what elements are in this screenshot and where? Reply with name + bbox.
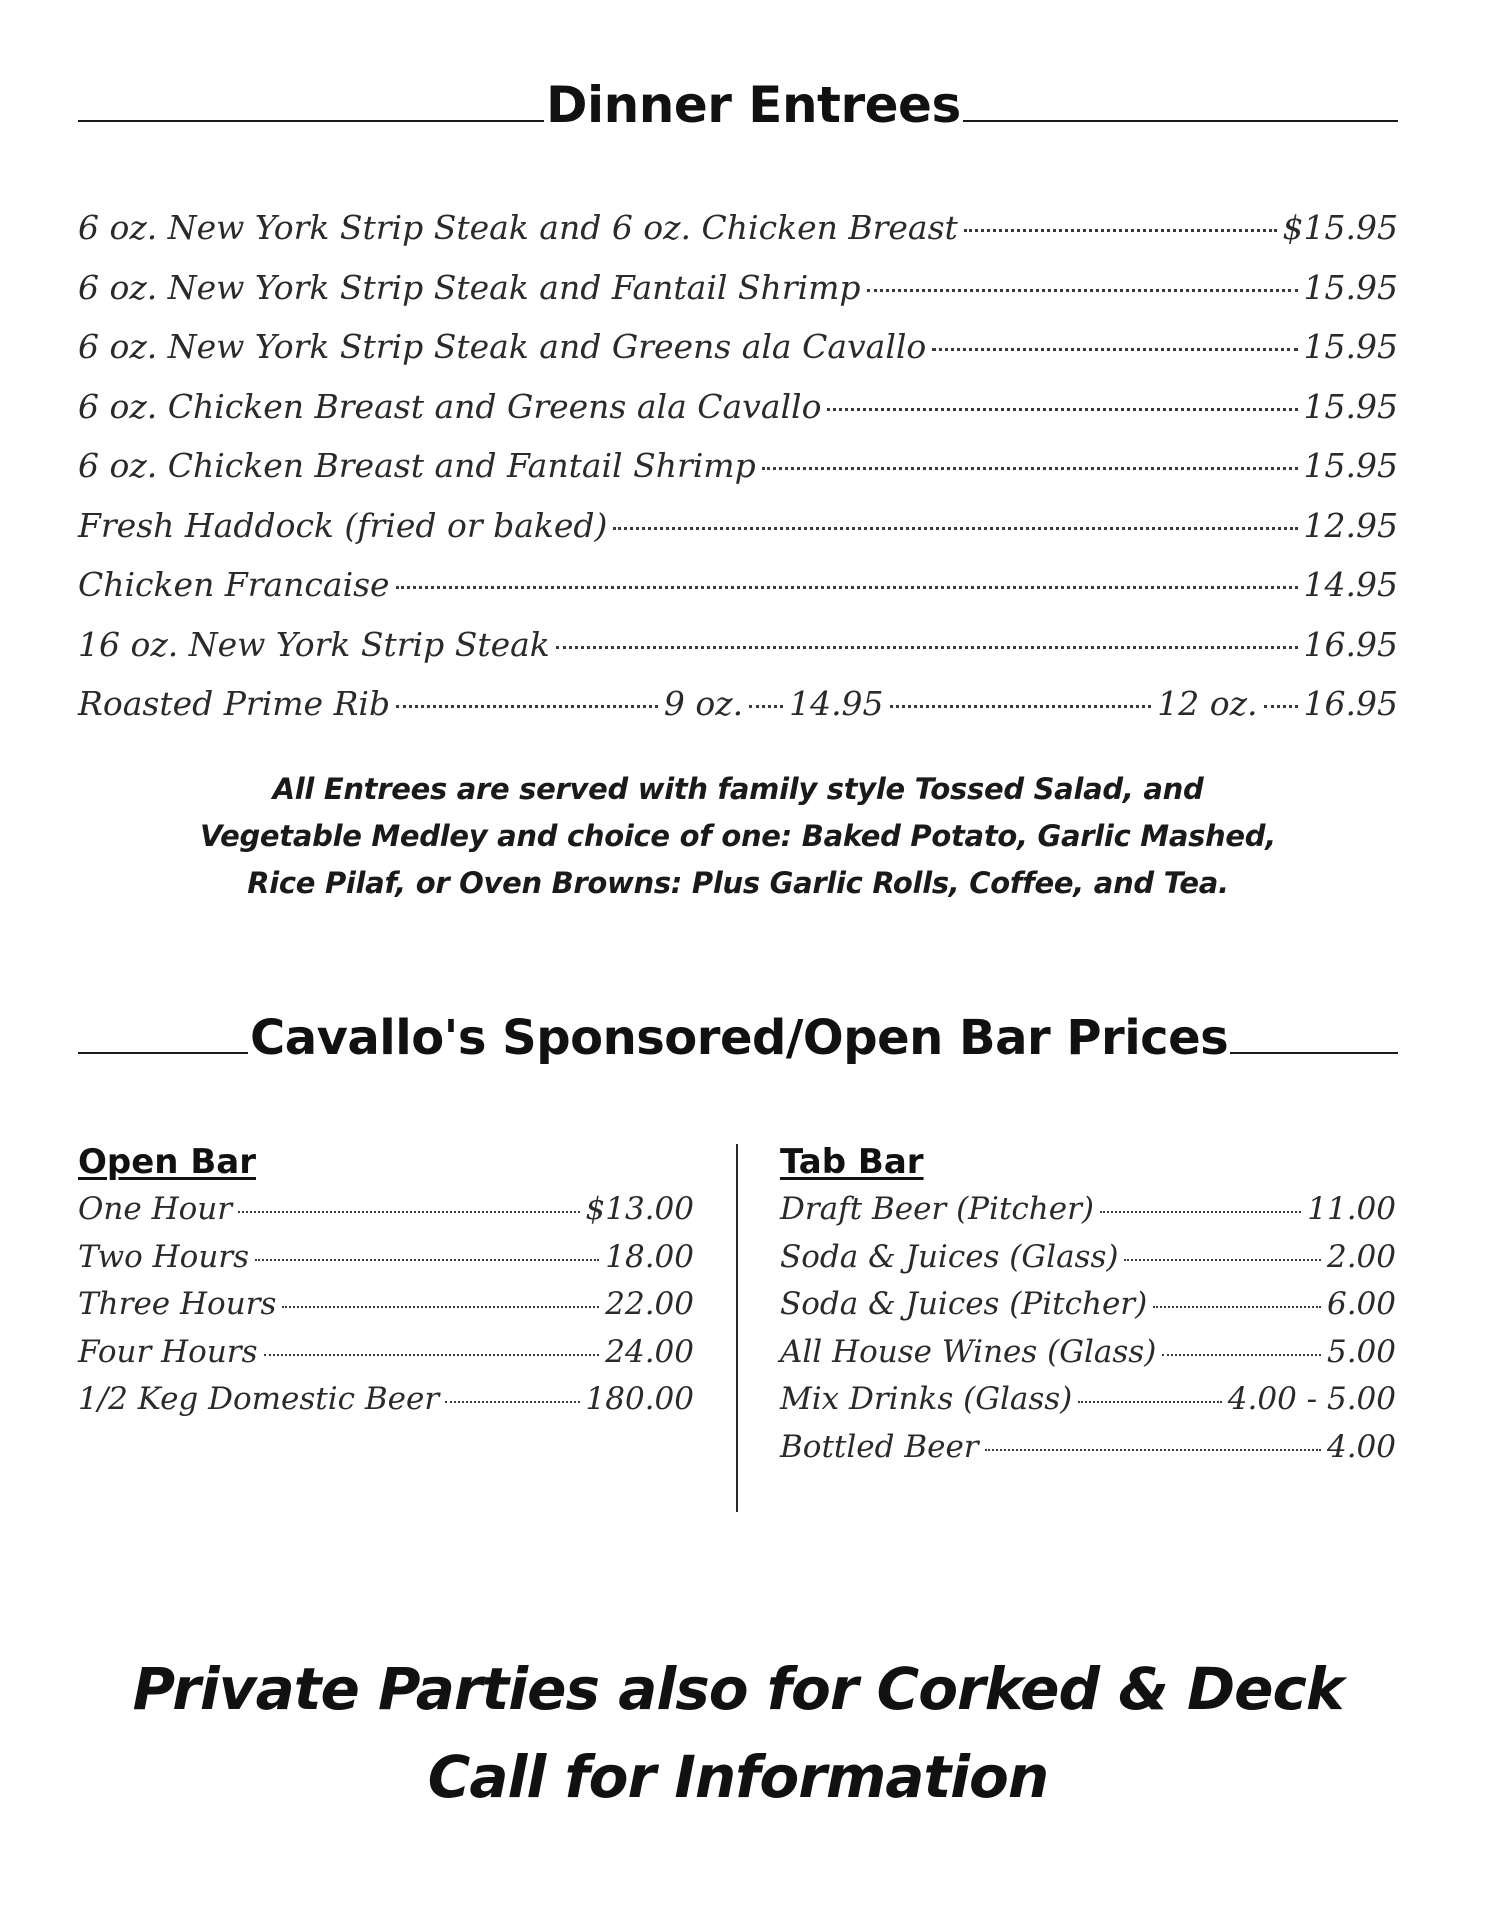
entree-item: [78, 258, 1398, 318]
entree-name: Chicken Francaise: [78, 565, 390, 604]
heading-rule-right: [1230, 1052, 1398, 1054]
tab-bar-item-price: 2.00: [1326, 1238, 1396, 1275]
entree-item: [78, 198, 1398, 258]
dot-leader: [762, 467, 1298, 470]
tab-bar-item-price: 4.00: [1326, 1428, 1396, 1465]
open-bar-item-name: Three Hours: [78, 1286, 277, 1322]
open-bar-item-price: 18.00: [605, 1238, 694, 1275]
entree-name: 16 oz. New York Strip Steak: [78, 624, 550, 664]
entree-item: [78, 615, 1398, 675]
entree-name: 6 oz. New York Strip Steak and 6 oz. Chicken Breast: [78, 208, 958, 247]
prime-rib-price-1: 14.95: [789, 684, 884, 723]
dot-leader: [282, 1306, 599, 1308]
tab-bar-item-price: 6.00: [1326, 1286, 1396, 1322]
prime-rib-name: Roasted Prime Rib: [78, 684, 391, 723]
prime-rib-size-1: 9 oz.: [663, 684, 744, 723]
entree-note: [78, 766, 1398, 907]
column-divider: [736, 1144, 738, 1512]
dot-leader: [932, 348, 1297, 351]
dot-leader: [749, 705, 783, 708]
open-bar-item-price: 24.00: [605, 1333, 694, 1370]
open-bar-item: [78, 1234, 694, 1282]
tab-bar-item: [780, 1424, 1396, 1472]
open-bar-item-name: One Hour: [78, 1191, 233, 1227]
entree-item: [78, 377, 1398, 437]
dot-leader: [1162, 1354, 1321, 1356]
tab-bar-item-price: 5.00: [1326, 1333, 1396, 1370]
prime-rib-price-2: 16.95: [1303, 684, 1399, 723]
dot-leader: [890, 705, 1152, 708]
open-bar-heading: Open Bar: [78, 1142, 256, 1182]
dot-leader: [1078, 1401, 1222, 1403]
open-bar-column: [78, 1138, 694, 1424]
tab-bar-item: [780, 1329, 1396, 1377]
dot-leader: [1124, 1259, 1320, 1261]
entree-item: [78, 436, 1398, 496]
open-bar-item-name: Four Hours: [78, 1333, 258, 1370]
dot-leader: [396, 705, 658, 708]
footer-line-2: Call for Information: [427, 1743, 1049, 1811]
tab-bar-heading: Tab Bar: [780, 1142, 924, 1182]
entree-item: [78, 555, 1398, 615]
entree-name: Fresh Haddock (fried or baked): [78, 505, 608, 545]
dot-leader: [396, 586, 1298, 589]
bar-prices-title: Cavallo's Sponsored/Open Bar Prices: [250, 1010, 1229, 1066]
entree-note-line: Rice Pilaf, or Oven Browns: Plus Garlic Rolls, Coffee, and Tea.: [247, 866, 1229, 900]
heading-rule-left: [78, 1052, 248, 1054]
dot-leader: [985, 1449, 1321, 1451]
entree-price: 15.95: [1303, 327, 1398, 366]
entree-price: 15.95: [1303, 386, 1398, 426]
open-bar-item: [78, 1186, 694, 1234]
footer-line-1: Private Parties also for Corked & Deck: [132, 1655, 1344, 1723]
tab-bar-item: [780, 1186, 1396, 1234]
tab-bar-item-name: Soda & Juices (Pitcher): [780, 1286, 1148, 1322]
tab-bar-item-price: 11.00: [1307, 1191, 1396, 1227]
entree-item: [78, 317, 1398, 377]
entree-list: [78, 198, 1398, 734]
dot-leader: [255, 1259, 599, 1261]
entree-name: 6 oz. New York Strip Steak and Fantail Shrimp: [78, 267, 861, 307]
entree-name: 6 oz. New York Strip Steak and Greens ala Cavallo: [78, 327, 927, 366]
heading-rule-left: [78, 120, 544, 122]
private-parties-footer: [78, 1645, 1398, 1821]
heading-rule-right: [963, 120, 1398, 122]
tab-bar-item-name: Draft Beer (Pitcher): [780, 1191, 1094, 1227]
dot-leader: [1153, 1306, 1321, 1308]
dot-leader: [1264, 705, 1298, 708]
entree-price: 16.95: [1303, 624, 1398, 664]
tab-bar-item-name: Soda & Juices (Glass): [780, 1238, 1119, 1275]
dot-leader: [613, 527, 1297, 530]
tab-bar-item-price: 4.00 - 5.00: [1227, 1381, 1396, 1417]
open-bar-item-name: 1/2 Keg Domestic Beer: [78, 1381, 440, 1417]
tab-bar-item-name: Mix Drinks (Glass): [780, 1381, 1073, 1417]
open-bar-item-price: $13.00: [585, 1191, 694, 1227]
entree-note-line: All Entrees are served with family style Tossed Salad, and: [272, 772, 1204, 806]
bar-prices-heading-row: [78, 1010, 1398, 1066]
entree-price: $15.95: [1282, 208, 1398, 247]
tab-bar-item-name: Bottled Beer: [780, 1428, 979, 1465]
open-bar-item-price: 22.00: [605, 1286, 694, 1322]
dinner-entrees-title: Dinner Entrees: [546, 76, 961, 134]
prime-rib-size-2: 12 oz.: [1157, 684, 1258, 723]
entree-price: 14.95: [1303, 565, 1398, 604]
prime-rib-item: [78, 674, 1398, 734]
dot-leader: [1100, 1211, 1301, 1213]
tab-bar-item: [780, 1234, 1396, 1282]
open-bar-item-name: Two Hours: [78, 1238, 250, 1275]
open-bar-item: [78, 1281, 694, 1329]
open-bar-item: [78, 1329, 694, 1377]
dot-leader: [827, 408, 1297, 411]
entree-note-line: Vegetable Medley and choice of one: Baked Potato, Garlic Mashed,: [200, 819, 1276, 853]
entree-price: 15.95: [1303, 446, 1398, 485]
entree-item: [78, 496, 1398, 556]
entree-name: 6 oz. Chicken Breast and Fantail Shrimp: [78, 446, 756, 485]
dot-leader: [556, 646, 1298, 649]
dot-leader: [964, 229, 1277, 232]
tab-bar-item: [780, 1376, 1396, 1424]
open-bar-item-price: 180.00: [585, 1381, 694, 1417]
open-bar-item: [78, 1376, 694, 1424]
dot-leader: [867, 289, 1298, 292]
tab-bar-item: [780, 1281, 1396, 1329]
dot-leader: [264, 1354, 600, 1356]
dot-leader: [445, 1401, 579, 1403]
tab-bar-item-name: All House Wines (Glass): [780, 1333, 1157, 1370]
dot-leader: [238, 1211, 579, 1213]
dinner-entrees-heading-row: [78, 76, 1398, 134]
entree-price: 15.95: [1303, 267, 1398, 307]
entree-price: 12.95: [1303, 505, 1398, 545]
entree-name: 6 oz. Chicken Breast and Greens ala Cavallo: [78, 386, 822, 426]
tab-bar-column: [780, 1138, 1396, 1471]
